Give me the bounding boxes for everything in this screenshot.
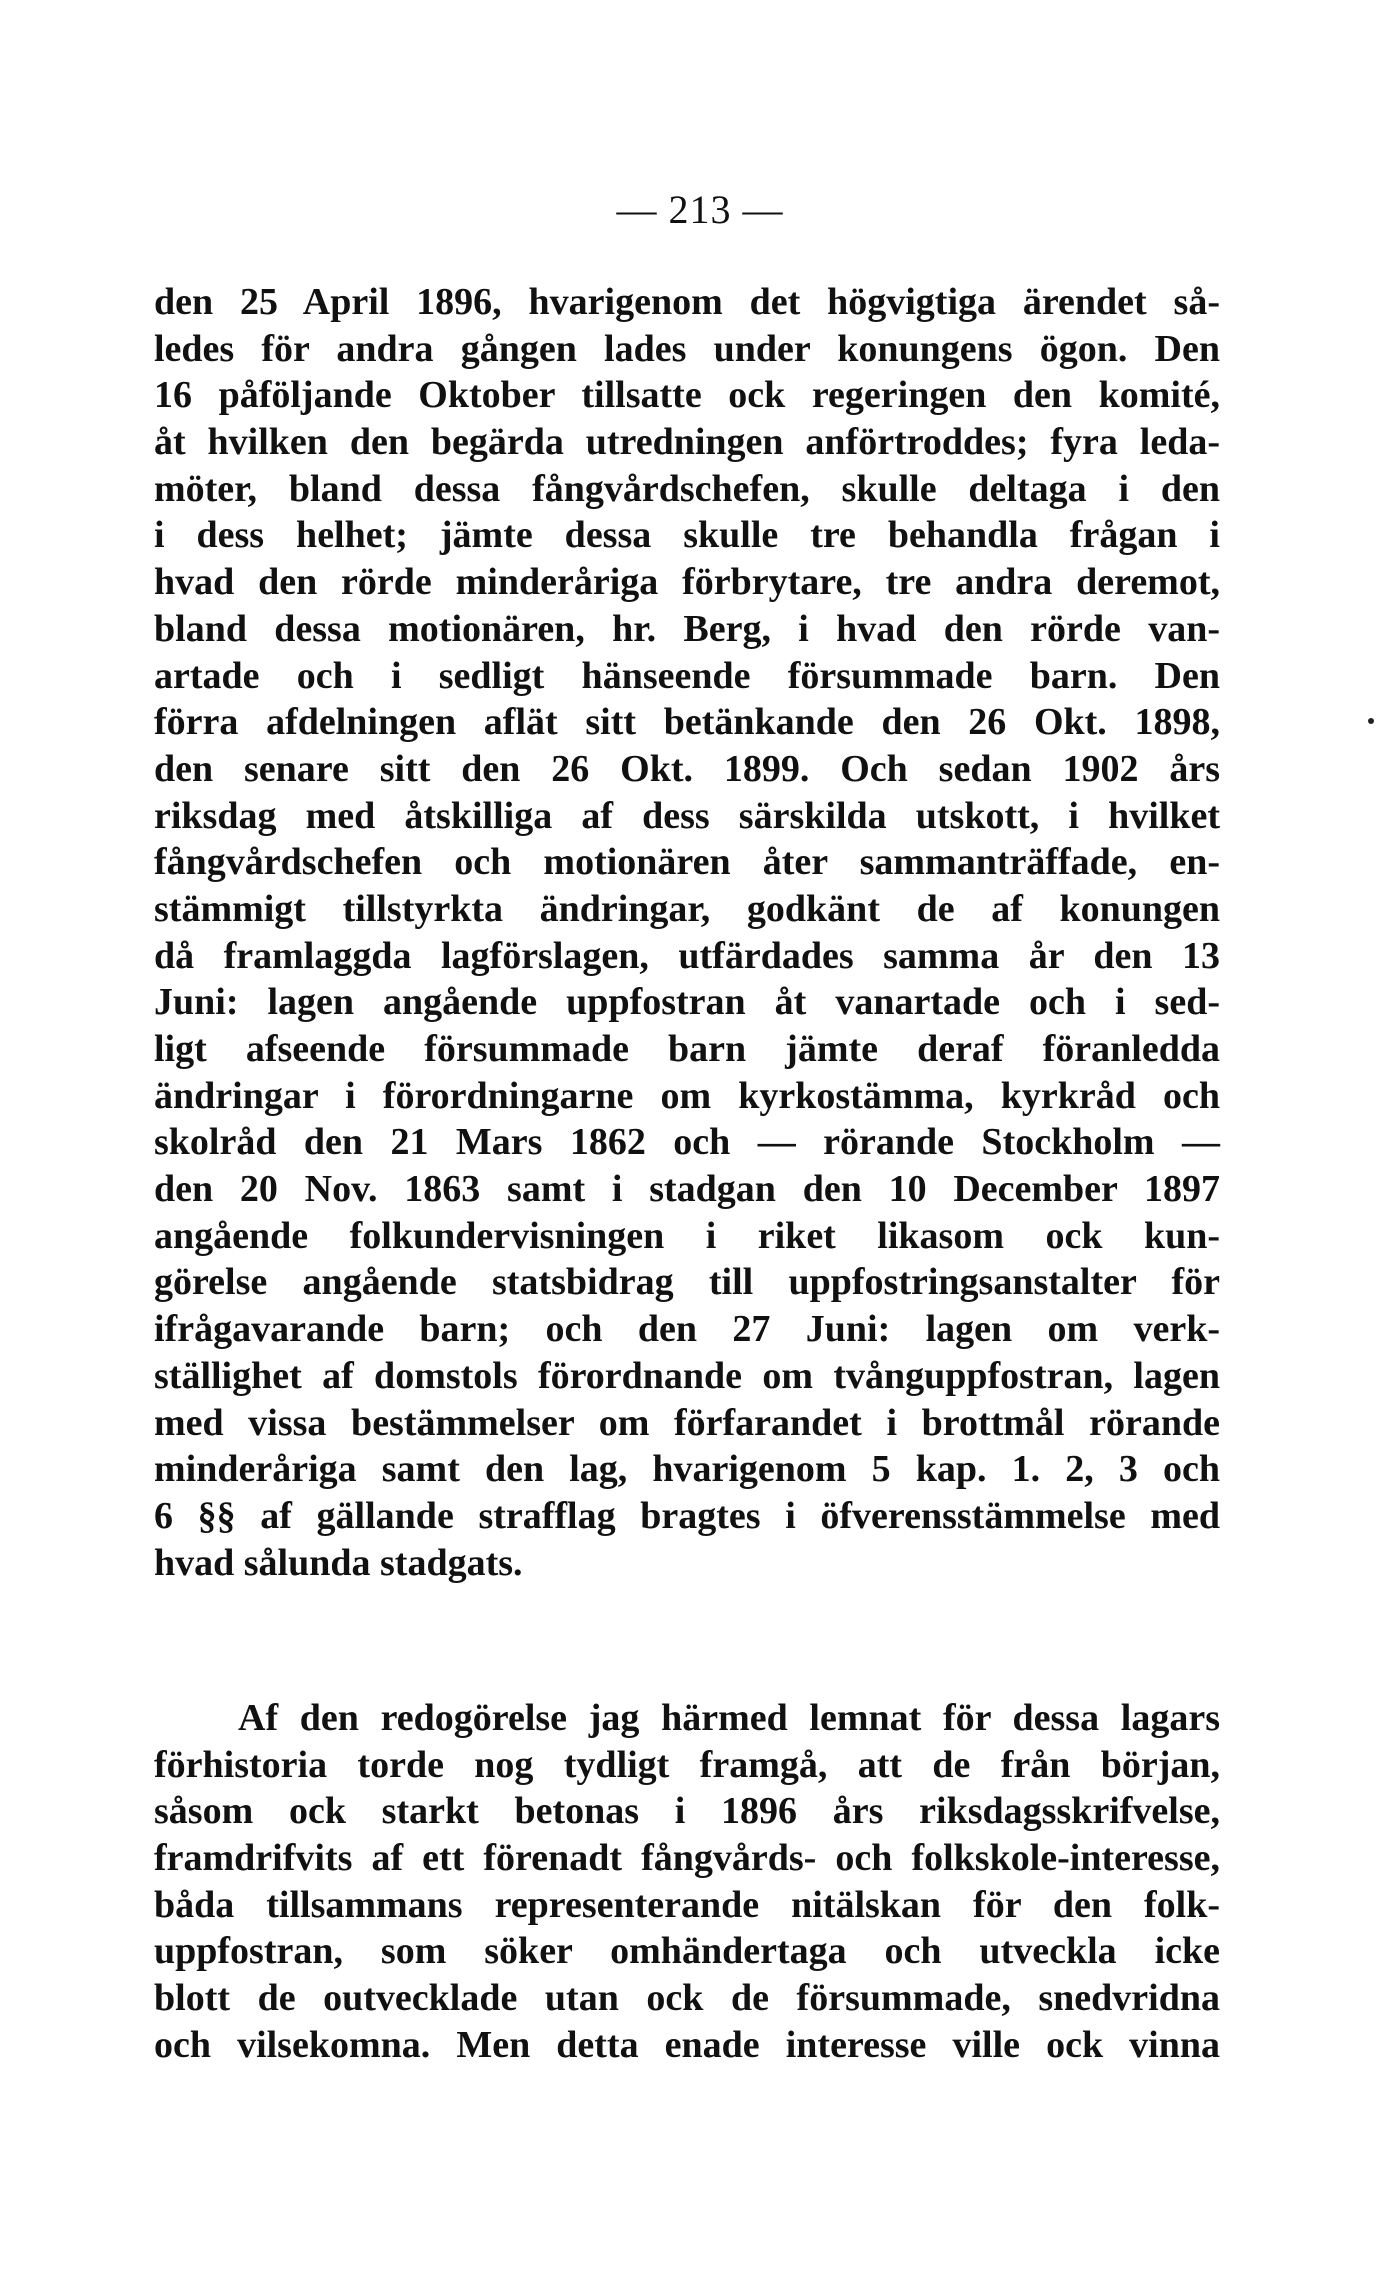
text-line: 6 §§ af gällande strafflag bragtes i öfverensstämmelse med [154, 1494, 1220, 1537]
text-line: Af den redogörelse jag härmed lemnat för dessa lagars [238, 1697, 1220, 1739]
text-line: angående folkundervisningen i riket likasom ock kun- [154, 1214, 1220, 1257]
text-line: såsom ock starkt betonas i 1896 års riksdagsskrifvelse, [154, 1790, 1220, 1833]
paragraph-1 [154, 279, 1220, 1586]
text-line: ställighet af domstols förordnande om tvånguppfostran, lagen [154, 1354, 1220, 1397]
text-line: minderåriga samt den lag, hvarigenom 5 kap. 1. 2, 3 och [154, 1448, 1220, 1491]
text-line: möter, bland dessa fångvårdschefen, skulle deltaga i den [154, 467, 1220, 510]
text-line: Juni: lagen angående uppfostran åt vanartade och i sed- [154, 981, 1220, 1024]
text-line: ligt afseende försummade barn jämte deraf föranledda [154, 1028, 1220, 1070]
text-line: bland dessa motionären, hr. Berg, i hvad den rörde van- [154, 607, 1220, 650]
text-line: den senare sitt den 26 Okt. 1899. Och sedan 1902 års [154, 747, 1220, 790]
text-line: i dess helhet; jämte dessa skulle tre behandla frågan i [154, 514, 1220, 557]
text-line: förhistoria torde nog tydligt framgå, att de från början, [154, 1743, 1220, 1786]
text-line: 16 påföljande Oktober tillsatte ock regeringen den komité, [154, 374, 1220, 417]
text-line: och vilsekomna. Men detta enade interesse ville ock vinna [154, 2023, 1220, 2066]
text-line: framdrifvits af ett förenadt fångvårds- och folkskole-interesse, [154, 1837, 1220, 1880]
text-line: då framlaggda lagförslagen, utfärdades samma år den 13 [154, 934, 1220, 977]
text-line: den 20 Nov. 1863 samt i stadgan den 10 December 1897 [154, 1168, 1220, 1211]
margin-dot [1368, 718, 1374, 724]
text-line: artade och i sedligt hänseende försummade barn. Den [154, 654, 1220, 697]
text-line: uppfostran, som söker omhändertaga och utveckla icke [154, 1930, 1220, 1973]
text-line: åt hvilken den begärda utredningen anförtroddes; fyra leda- [154, 421, 1220, 464]
paragraph-2 [154, 1695, 1220, 2069]
text-line: den 25 April 1896, hvarigenom det högvigtiga ärendet så- [154, 281, 1220, 323]
text-line: ledes för andra gången lades under konungens ögon. Den [154, 327, 1220, 370]
text-line: fångvårdschefen och motionären åter sammanträffade, en- [154, 841, 1220, 884]
text-line: med vissa bestämmelser om förfarandet i brottmål rörande [154, 1401, 1220, 1444]
text-line: stämmigt tillstyrkta ändringar, godkänt de af konungen [154, 887, 1220, 930]
text-line: förra afdelningen aflät sitt betänkande den 26 Okt. 1898, [154, 701, 1220, 744]
page-number: — 213 — [616, 187, 784, 232]
text-line: riksdag med åtskilliga af dess särskilda utskott, i hvilket [154, 794, 1220, 837]
text-line: blott de outvecklade utan ock de försummade, snedvridna [154, 1977, 1220, 2020]
text-line: skolråd den 21 Mars 1862 och — rörande Stockholm — [154, 1121, 1220, 1164]
text-line: ändringar i förordningarne om kyrkostämma, kyrkråd och [154, 1074, 1220, 1117]
text-line: hvad sålunda stadgats. [154, 1541, 523, 1584]
text-line: båda tillsammans representerande nitälskan för den folk- [154, 1883, 1220, 1926]
text-line: hvad den rörde minderåriga förbrytare, tre andra deremot, [154, 561, 1220, 604]
text-line: görelse angående statsbidrag till uppfostringsanstalter för [154, 1261, 1220, 1304]
text-line: ifrågavarande barn; och den 27 Juni: lagen om verk- [154, 1308, 1220, 1351]
